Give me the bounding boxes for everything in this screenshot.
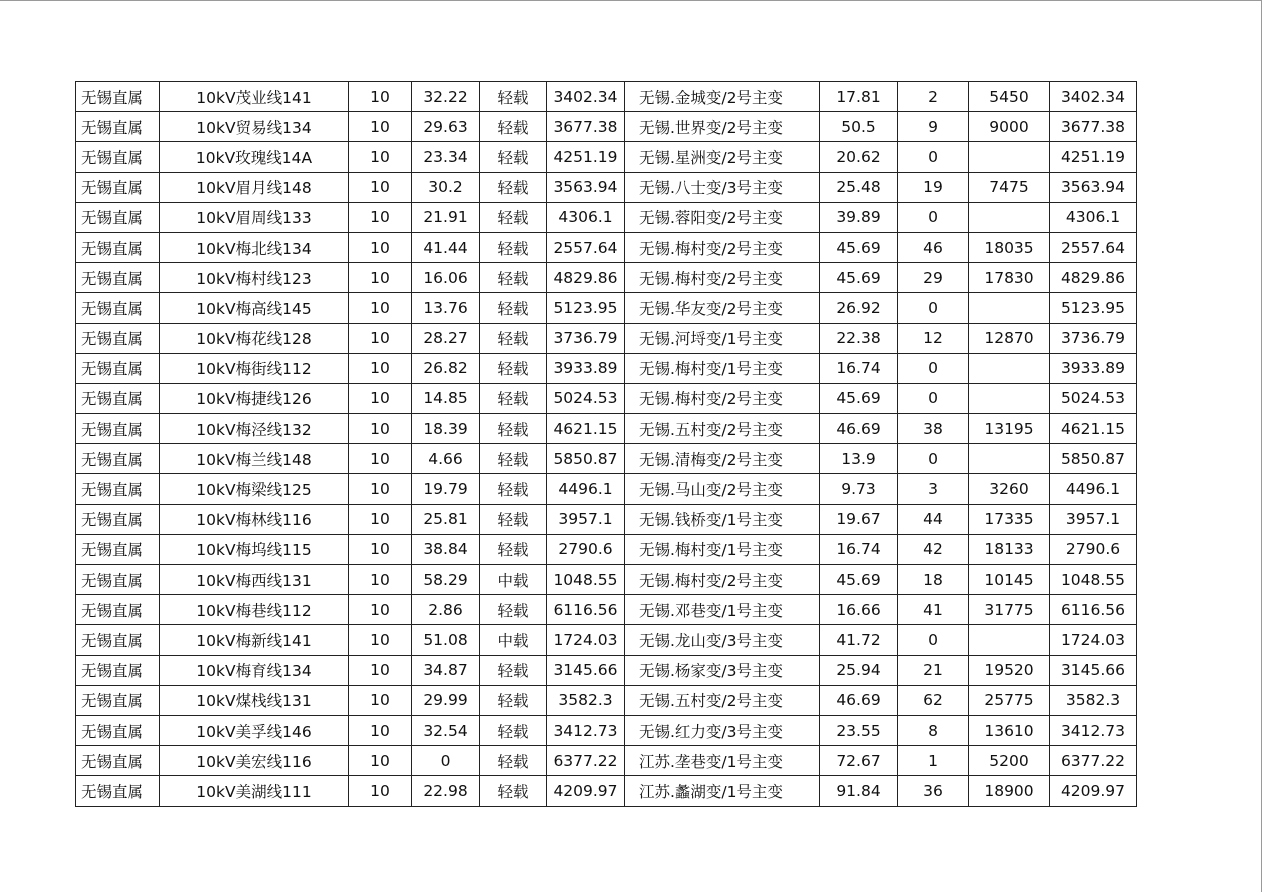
voltage-cell[interactable]: 10	[349, 504, 412, 534]
available-capacity-cell[interactable]: 3677.38	[1050, 112, 1137, 142]
customer-capacity-cell[interactable]: 12870	[969, 323, 1050, 353]
customer-count-cell[interactable]: 0	[898, 383, 969, 413]
substation-load-rate-cell[interactable]: 50.5	[820, 112, 898, 142]
available-capacity-cell[interactable]: 2790.6	[1050, 534, 1137, 564]
org-cell[interactable]: 无锡直属	[76, 746, 160, 776]
voltage-cell[interactable]: 10	[349, 685, 412, 715]
voltage-cell[interactable]: 10	[349, 142, 412, 172]
load-status-cell[interactable]: 轻载	[480, 383, 547, 413]
load-rate-cell[interactable]: 58.29	[412, 565, 480, 595]
voltage-cell[interactable]: 10	[349, 202, 412, 232]
customer-capacity-cell[interactable]: 19520	[969, 655, 1050, 685]
customer-count-cell[interactable]: 36	[898, 776, 969, 806]
org-cell[interactable]: 无锡直属	[76, 112, 160, 142]
table-row	[76, 776, 1137, 806]
load-status-cell[interactable]: 轻载	[480, 685, 547, 715]
available-capacity-cell[interactable]: 4306.1	[1050, 202, 1137, 232]
substation-cell[interactable]: 无锡.八士变/3号主变	[625, 172, 820, 202]
customer-capacity-cell[interactable]	[969, 353, 1050, 383]
org-cell[interactable]: 无锡直属	[76, 715, 160, 745]
substation-cell[interactable]: 无锡.杨家变/3号主变	[625, 655, 820, 685]
spare-capacity-cell[interactable]: 3402.34	[547, 82, 625, 112]
voltage-cell[interactable]: 10	[349, 353, 412, 383]
load-rate-cell[interactable]: 25.81	[412, 504, 480, 534]
load-rate-cell[interactable]: 2.86	[412, 595, 480, 625]
available-capacity-cell[interactable]: 1048.55	[1050, 565, 1137, 595]
org-cell[interactable]: 无锡直属	[76, 565, 160, 595]
line-name-cell[interactable]: 10kV梅巷线112	[160, 595, 349, 625]
line-name-cell[interactable]: 10kV煤栈线131	[160, 685, 349, 715]
org-cell[interactable]: 无锡直属	[76, 595, 160, 625]
spare-capacity-cell[interactable]: 1048.55	[547, 565, 625, 595]
substation-cell[interactable]: 无锡.清梅变/2号主变	[625, 444, 820, 474]
substation-load-rate-cell[interactable]: 22.38	[820, 323, 898, 353]
customer-count-cell[interactable]: 38	[898, 414, 969, 444]
customer-count-cell[interactable]: 0	[898, 353, 969, 383]
customer-count-cell[interactable]: 0	[898, 293, 969, 323]
spare-capacity-cell[interactable]: 5123.95	[547, 293, 625, 323]
table-row	[76, 82, 1137, 112]
voltage-cell[interactable]: 10	[349, 232, 412, 262]
substation-load-rate-cell[interactable]: 9.73	[820, 474, 898, 504]
substation-cell[interactable]: 无锡.红力变/3号主变	[625, 715, 820, 745]
line-name-cell[interactable]: 10kV梅坞线115	[160, 534, 349, 564]
voltage-cell[interactable]: 10	[349, 655, 412, 685]
customer-capacity-cell[interactable]: 17335	[969, 504, 1050, 534]
substation-cell[interactable]: 无锡.梅村变/2号主变	[625, 383, 820, 413]
customer-count-cell[interactable]: 0	[898, 202, 969, 232]
org-cell[interactable]: 无锡直属	[76, 232, 160, 262]
available-capacity-cell[interactable]: 3582.3	[1050, 685, 1137, 715]
load-rate-cell[interactable]: 14.85	[412, 383, 480, 413]
customer-capacity-cell[interactable]	[969, 142, 1050, 172]
table-row	[76, 655, 1137, 685]
customer-count-cell[interactable]: 41	[898, 595, 969, 625]
available-capacity-cell[interactable]: 3145.66	[1050, 655, 1137, 685]
org-cell[interactable]: 无锡直属	[76, 142, 160, 172]
load-rate-cell[interactable]: 26.82	[412, 353, 480, 383]
org-cell[interactable]: 无锡直属	[76, 172, 160, 202]
customer-capacity-cell[interactable]: 13195	[969, 414, 1050, 444]
line-name-cell[interactable]: 10kV梅捷线126	[160, 383, 349, 413]
load-rate-cell[interactable]: 41.44	[412, 232, 480, 262]
substation-load-rate-cell[interactable]: 45.69	[820, 232, 898, 262]
table-row	[76, 232, 1137, 262]
load-status-cell[interactable]: 轻载	[480, 263, 547, 293]
available-capacity-cell[interactable]: 4251.19	[1050, 142, 1137, 172]
load-status-cell[interactable]: 轻载	[480, 715, 547, 745]
voltage-cell[interactable]: 10	[349, 625, 412, 655]
table-row	[76, 504, 1137, 534]
load-status-cell[interactable]: 轻载	[480, 82, 547, 112]
org-cell[interactable]: 无锡直属	[76, 655, 160, 685]
voltage-cell[interactable]: 10	[349, 263, 412, 293]
substation-load-rate-cell[interactable]: 16.74	[820, 353, 898, 383]
org-cell[interactable]: 无锡直属	[76, 202, 160, 232]
available-capacity-cell[interactable]: 6377.22	[1050, 746, 1137, 776]
org-cell[interactable]: 无锡直属	[76, 323, 160, 353]
line-name-cell[interactable]: 10kV玫瑰线14A	[160, 142, 349, 172]
substation-cell[interactable]: 无锡.龙山变/3号主变	[625, 625, 820, 655]
customer-capacity-cell[interactable]: 17830	[969, 263, 1050, 293]
voltage-cell[interactable]: 10	[349, 746, 412, 776]
available-capacity-cell[interactable]: 4829.86	[1050, 263, 1137, 293]
spare-capacity-cell[interactable]: 3933.89	[547, 353, 625, 383]
spare-capacity-cell[interactable]: 3957.1	[547, 504, 625, 534]
line-name-cell[interactable]: 10kV梅新线141	[160, 625, 349, 655]
spare-capacity-cell[interactable]: 3563.94	[547, 172, 625, 202]
line-name-cell[interactable]: 10kV梅兰线148	[160, 444, 349, 474]
spare-capacity-cell[interactable]: 2557.64	[547, 232, 625, 262]
org-cell[interactable]: 无锡直属	[76, 444, 160, 474]
substation-cell[interactable]: 无锡.五村变/2号主变	[625, 414, 820, 444]
table-row	[76, 323, 1137, 353]
load-status-cell[interactable]: 轻载	[480, 172, 547, 202]
substation-load-rate-cell[interactable]: 26.92	[820, 293, 898, 323]
substation-cell[interactable]: 无锡.金城变/2号主变	[625, 82, 820, 112]
line-name-cell[interactable]: 10kV贸易线134	[160, 112, 349, 142]
org-cell[interactable]: 无锡直属	[76, 474, 160, 504]
spare-capacity-cell[interactable]: 4306.1	[547, 202, 625, 232]
customer-count-cell[interactable]: 18	[898, 565, 969, 595]
voltage-cell[interactable]: 10	[349, 323, 412, 353]
table-row	[76, 202, 1137, 232]
customer-count-cell[interactable]: 46	[898, 232, 969, 262]
available-capacity-cell[interactable]: 5123.95	[1050, 293, 1137, 323]
load-rate-cell[interactable]: 19.79	[412, 474, 480, 504]
substation-load-rate-cell[interactable]: 45.69	[820, 565, 898, 595]
org-cell[interactable]: 无锡直属	[76, 534, 160, 564]
table-row	[76, 474, 1137, 504]
spare-capacity-cell[interactable]: 4209.97	[547, 776, 625, 806]
available-capacity-cell[interactable]: 3563.94	[1050, 172, 1137, 202]
table-row	[76, 685, 1137, 715]
substation-load-rate-cell[interactable]: 16.66	[820, 595, 898, 625]
substation-cell[interactable]: 无锡.星洲变/2号主变	[625, 142, 820, 172]
org-cell[interactable]: 无锡直属	[76, 685, 160, 715]
load-rate-cell[interactable]: 32.54	[412, 715, 480, 745]
available-capacity-cell[interactable]: 4496.1	[1050, 474, 1137, 504]
substation-cell[interactable]: 江苏.垄巷变/1号主变	[625, 746, 820, 776]
substation-load-rate-cell[interactable]: 39.89	[820, 202, 898, 232]
load-rate-cell[interactable]: 22.98	[412, 776, 480, 806]
org-cell[interactable]: 无锡直属	[76, 82, 160, 112]
load-rate-cell[interactable]: 0	[412, 746, 480, 776]
customer-count-cell[interactable]: 1	[898, 746, 969, 776]
load-rate-cell[interactable]: 4.66	[412, 444, 480, 474]
load-rate-cell[interactable]: 28.27	[412, 323, 480, 353]
voltage-cell[interactable]: 10	[349, 172, 412, 202]
substation-load-rate-cell[interactable]: 17.81	[820, 82, 898, 112]
load-status-cell[interactable]: 轻载	[480, 112, 547, 142]
org-cell[interactable]: 无锡直属	[76, 293, 160, 323]
load-status-cell[interactable]: 轻载	[480, 353, 547, 383]
substation-load-rate-cell[interactable]: 72.67	[820, 746, 898, 776]
substation-load-rate-cell[interactable]: 91.84	[820, 776, 898, 806]
customer-capacity-cell[interactable]: 5200	[969, 746, 1050, 776]
org-cell[interactable]: 无锡直属	[76, 353, 160, 383]
customer-capacity-cell[interactable]	[969, 293, 1050, 323]
line-name-cell[interactable]: 10kV梅花线128	[160, 323, 349, 353]
available-capacity-cell[interactable]: 3957.1	[1050, 504, 1137, 534]
line-name-cell[interactable]: 10kV梅北线134	[160, 232, 349, 262]
voltage-cell[interactable]: 10	[349, 776, 412, 806]
substation-load-rate-cell[interactable]: 23.55	[820, 715, 898, 745]
spare-capacity-cell[interactable]: 2790.6	[547, 534, 625, 564]
customer-capacity-cell[interactable]	[969, 202, 1050, 232]
available-capacity-cell[interactable]: 3402.34	[1050, 82, 1137, 112]
substation-cell[interactable]: 无锡.梅村变/1号主变	[625, 534, 820, 564]
voltage-cell[interactable]: 10	[349, 383, 412, 413]
voltage-cell[interactable]: 10	[349, 293, 412, 323]
table-body	[76, 82, 1137, 807]
spare-capacity-cell[interactable]: 6377.22	[547, 746, 625, 776]
org-cell[interactable]: 无锡直属	[76, 383, 160, 413]
load-rate-cell[interactable]: 38.84	[412, 534, 480, 564]
org-cell[interactable]: 无锡直属	[76, 776, 160, 806]
substation-cell[interactable]: 无锡.蓉阳变/2号主变	[625, 202, 820, 232]
voltage-cell[interactable]: 10	[349, 414, 412, 444]
substation-load-rate-cell[interactable]: 19.67	[820, 504, 898, 534]
load-rate-cell[interactable]: 32.22	[412, 82, 480, 112]
load-rate-cell[interactable]: 18.39	[412, 414, 480, 444]
customer-count-cell[interactable]: 62	[898, 685, 969, 715]
load-status-cell[interactable]: 轻载	[480, 534, 547, 564]
substation-load-rate-cell[interactable]: 46.69	[820, 685, 898, 715]
table-row	[76, 715, 1137, 745]
substation-load-rate-cell[interactable]: 45.69	[820, 383, 898, 413]
substation-load-rate-cell[interactable]: 16.74	[820, 534, 898, 564]
customer-capacity-cell[interactable]: 7475	[969, 172, 1050, 202]
substation-load-rate-cell[interactable]: 20.62	[820, 142, 898, 172]
spare-capacity-cell[interactable]: 5850.87	[547, 444, 625, 474]
table-row	[76, 172, 1137, 202]
substation-cell[interactable]: 无锡.梅村变/1号主变	[625, 353, 820, 383]
voltage-cell[interactable]: 10	[349, 565, 412, 595]
line-name-cell[interactable]: 10kV眉月线148	[160, 172, 349, 202]
spare-capacity-cell[interactable]: 4829.86	[547, 263, 625, 293]
customer-capacity-cell[interactable]: 18900	[969, 776, 1050, 806]
table-row	[76, 263, 1137, 293]
customer-capacity-cell[interactable]: 5450	[969, 82, 1050, 112]
substation-load-rate-cell[interactable]: 46.69	[820, 414, 898, 444]
load-status-cell[interactable]: 轻载	[480, 414, 547, 444]
voltage-cell[interactable]: 10	[349, 444, 412, 474]
customer-count-cell[interactable]: 12	[898, 323, 969, 353]
substation-load-rate-cell[interactable]: 25.94	[820, 655, 898, 685]
load-rate-cell[interactable]: 29.63	[412, 112, 480, 142]
load-rate-cell[interactable]: 34.87	[412, 655, 480, 685]
substation-cell[interactable]: 无锡.马山变/2号主变	[625, 474, 820, 504]
load-status-cell[interactable]: 轻载	[480, 293, 547, 323]
load-status-cell[interactable]: 轻载	[480, 776, 547, 806]
voltage-cell[interactable]: 10	[349, 112, 412, 142]
load-status-cell[interactable]: 轻载	[480, 323, 547, 353]
customer-capacity-cell[interactable]: 13610	[969, 715, 1050, 745]
load-status-cell[interactable]: 中载	[480, 565, 547, 595]
available-capacity-cell[interactable]: 5850.87	[1050, 444, 1137, 474]
line-name-cell[interactable]: 10kV梅泾线132	[160, 414, 349, 444]
substation-cell[interactable]: 无锡.河埒变/1号主变	[625, 323, 820, 353]
load-status-cell[interactable]: 中载	[480, 625, 547, 655]
load-status-cell[interactable]: 轻载	[480, 444, 547, 474]
customer-count-cell[interactable]: 29	[898, 263, 969, 293]
spare-capacity-cell[interactable]: 3145.66	[547, 655, 625, 685]
spare-capacity-cell[interactable]: 3412.73	[547, 715, 625, 745]
customer-count-cell[interactable]: 21	[898, 655, 969, 685]
customer-count-cell[interactable]: 0	[898, 444, 969, 474]
substation-load-rate-cell[interactable]: 13.9	[820, 444, 898, 474]
table-row	[76, 625, 1137, 655]
available-capacity-cell[interactable]: 4621.15	[1050, 414, 1137, 444]
substation-cell[interactable]: 无锡.梅村变/2号主变	[625, 232, 820, 262]
table-row	[76, 595, 1137, 625]
org-cell[interactable]: 无锡直属	[76, 263, 160, 293]
voltage-cell[interactable]: 10	[349, 82, 412, 112]
load-status-cell[interactable]: 轻载	[480, 202, 547, 232]
load-status-cell[interactable]: 轻载	[480, 142, 547, 172]
load-status-cell[interactable]: 轻载	[480, 504, 547, 534]
line-name-cell[interactable]: 10kV梅梁线125	[160, 474, 349, 504]
line-name-cell[interactable]: 10kV梅村线123	[160, 263, 349, 293]
org-cell[interactable]: 无锡直属	[76, 414, 160, 444]
customer-count-cell[interactable]: 0	[898, 142, 969, 172]
org-cell[interactable]: 无锡直属	[76, 625, 160, 655]
substation-cell[interactable]: 无锡.五村变/2号主变	[625, 685, 820, 715]
spare-capacity-cell[interactable]: 3677.38	[547, 112, 625, 142]
substation-load-rate-cell[interactable]: 45.69	[820, 263, 898, 293]
org-cell[interactable]: 无锡直属	[76, 504, 160, 534]
table-row	[76, 565, 1137, 595]
available-capacity-cell[interactable]: 2557.64	[1050, 232, 1137, 262]
voltage-cell[interactable]: 10	[349, 595, 412, 625]
table-row	[76, 383, 1137, 413]
substation-load-rate-cell[interactable]: 41.72	[820, 625, 898, 655]
voltage-cell[interactable]: 10	[349, 534, 412, 564]
customer-count-cell[interactable]: 8	[898, 715, 969, 745]
substation-cell[interactable]: 无锡.邓巷变/1号主变	[625, 595, 820, 625]
spare-capacity-cell[interactable]: 3582.3	[547, 685, 625, 715]
customer-count-cell[interactable]: 2	[898, 82, 969, 112]
table-row	[76, 112, 1137, 142]
table-row	[76, 142, 1137, 172]
substation-cell[interactable]: 无锡.华友变/2号主变	[625, 293, 820, 323]
spare-capacity-cell[interactable]: 5024.53	[547, 383, 625, 413]
load-rate-cell[interactable]: 13.76	[412, 293, 480, 323]
line-name-cell[interactable]: 10kV梅育线134	[160, 655, 349, 685]
table-row	[76, 746, 1137, 776]
customer-capacity-cell[interactable]: 3260	[969, 474, 1050, 504]
spare-capacity-cell[interactable]: 3736.79	[547, 323, 625, 353]
substation-cell[interactable]: 江苏.蠡湖变/1号主变	[625, 776, 820, 806]
load-rate-cell[interactable]: 21.91	[412, 202, 480, 232]
spare-capacity-cell[interactable]: 6116.56	[547, 595, 625, 625]
table-row	[76, 534, 1137, 564]
voltage-cell[interactable]: 10	[349, 474, 412, 504]
load-status-cell[interactable]: 轻载	[480, 746, 547, 776]
customer-count-cell[interactable]: 42	[898, 534, 969, 564]
load-status-cell[interactable]: 轻载	[480, 232, 547, 262]
line-name-cell[interactable]: 10kV美孚线146	[160, 715, 349, 745]
available-capacity-cell[interactable]: 3736.79	[1050, 323, 1137, 353]
load-status-cell[interactable]: 轻载	[480, 655, 547, 685]
customer-capacity-cell[interactable]: 31775	[969, 595, 1050, 625]
available-capacity-cell[interactable]: 6116.56	[1050, 595, 1137, 625]
load-rate-cell[interactable]: 29.99	[412, 685, 480, 715]
load-status-cell[interactable]: 轻载	[480, 474, 547, 504]
table-row	[76, 414, 1137, 444]
line-name-cell[interactable]: 10kV梅街线112	[160, 353, 349, 383]
customer-count-cell[interactable]: 19	[898, 172, 969, 202]
customer-count-cell[interactable]: 9	[898, 112, 969, 142]
load-rate-cell[interactable]: 16.06	[412, 263, 480, 293]
substation-cell[interactable]: 无锡.钱桥变/1号主变	[625, 504, 820, 534]
customer-capacity-cell[interactable]: 9000	[969, 112, 1050, 142]
feeder-load-table	[75, 81, 1137, 807]
substation-cell[interactable]: 无锡.梅村变/2号主变	[625, 565, 820, 595]
voltage-cell[interactable]: 10	[349, 715, 412, 745]
line-name-cell[interactable]: 10kV美湖线111	[160, 776, 349, 806]
line-name-cell[interactable]: 10kV梅西线131	[160, 565, 349, 595]
line-name-cell[interactable]: 10kV梅高线145	[160, 293, 349, 323]
customer-capacity-cell[interactable]	[969, 383, 1050, 413]
customer-capacity-cell[interactable]: 18035	[969, 232, 1050, 262]
table-row	[76, 293, 1137, 323]
load-status-cell[interactable]: 轻载	[480, 595, 547, 625]
available-capacity-cell[interactable]: 4209.97	[1050, 776, 1137, 806]
customer-count-cell[interactable]: 44	[898, 504, 969, 534]
available-capacity-cell[interactable]: 3412.73	[1050, 715, 1137, 745]
line-name-cell[interactable]: 10kV美宏线116	[160, 746, 349, 776]
customer-capacity-cell[interactable]: 18133	[969, 534, 1050, 564]
line-name-cell[interactable]: 10kV茂业线141	[160, 82, 349, 112]
line-name-cell[interactable]: 10kV梅林线116	[160, 504, 349, 534]
available-capacity-cell[interactable]: 5024.53	[1050, 383, 1137, 413]
spare-capacity-cell[interactable]: 1724.03	[547, 625, 625, 655]
customer-capacity-cell[interactable]	[969, 625, 1050, 655]
customer-capacity-cell[interactable]	[969, 444, 1050, 474]
load-rate-cell[interactable]: 23.34	[412, 142, 480, 172]
load-rate-cell[interactable]: 30.2	[412, 172, 480, 202]
available-capacity-cell[interactable]: 1724.03	[1050, 625, 1137, 655]
available-capacity-cell[interactable]: 3933.89	[1050, 353, 1137, 383]
spare-capacity-cell[interactable]: 4251.19	[547, 142, 625, 172]
substation-cell[interactable]: 无锡.世界变/2号主变	[625, 112, 820, 142]
substation-load-rate-cell[interactable]: 25.48	[820, 172, 898, 202]
customer-count-cell[interactable]: 3	[898, 474, 969, 504]
spare-capacity-cell[interactable]: 4621.15	[547, 414, 625, 444]
table-row	[76, 353, 1137, 383]
table-row	[76, 444, 1137, 474]
substation-cell[interactable]: 无锡.梅村变/2号主变	[625, 263, 820, 293]
customer-capacity-cell[interactable]: 25775	[969, 685, 1050, 715]
load-rate-cell[interactable]: 51.08	[412, 625, 480, 655]
spare-capacity-cell[interactable]: 4496.1	[547, 474, 625, 504]
line-name-cell[interactable]: 10kV眉周线133	[160, 202, 349, 232]
customer-count-cell[interactable]: 0	[898, 625, 969, 655]
customer-capacity-cell[interactable]: 10145	[969, 565, 1050, 595]
